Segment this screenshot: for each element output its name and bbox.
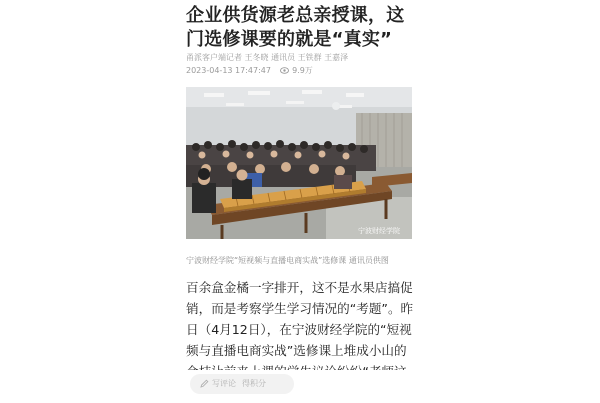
photo-watermark: 宁波财经学院 <box>358 227 400 235</box>
eye-icon <box>280 67 289 74</box>
comment-bar <box>186 370 414 400</box>
publish-datetime: 2023-04-13 17:47:47 <box>186 66 271 75</box>
article-view <box>186 0 414 400</box>
article-title: 企业供货源老总亲授课，这门选修课要的就是“真实” <box>186 5 405 50</box>
photo-caption: 宁波财经学院“短视频与直播电商实战”选修课 通讯员供图 <box>186 256 389 265</box>
article-meta <box>186 66 414 76</box>
comment-placeholder: 写评论 <box>212 379 236 388</box>
article-body: 百余盒金橘一字排开，这不是水果店搞促销，而是考察学生学习情况的“考题”。昨日（4月12日），在宁波财经学院的“短视频与直播电商实战”选修课上堆成小山的 <box>186 280 414 358</box>
article-photo[interactable] <box>186 87 412 239</box>
comment-input[interactable] <box>190 374 294 394</box>
points-label: 得积分 <box>242 379 266 388</box>
pen-icon <box>200 379 209 388</box>
article-authors: 甬派客户端记者 王冬晓 通讯员 王铁群 王嘉泽 <box>186 53 349 62</box>
classroom-photo <box>186 87 412 239</box>
view-count: 9.9万 <box>292 66 313 75</box>
